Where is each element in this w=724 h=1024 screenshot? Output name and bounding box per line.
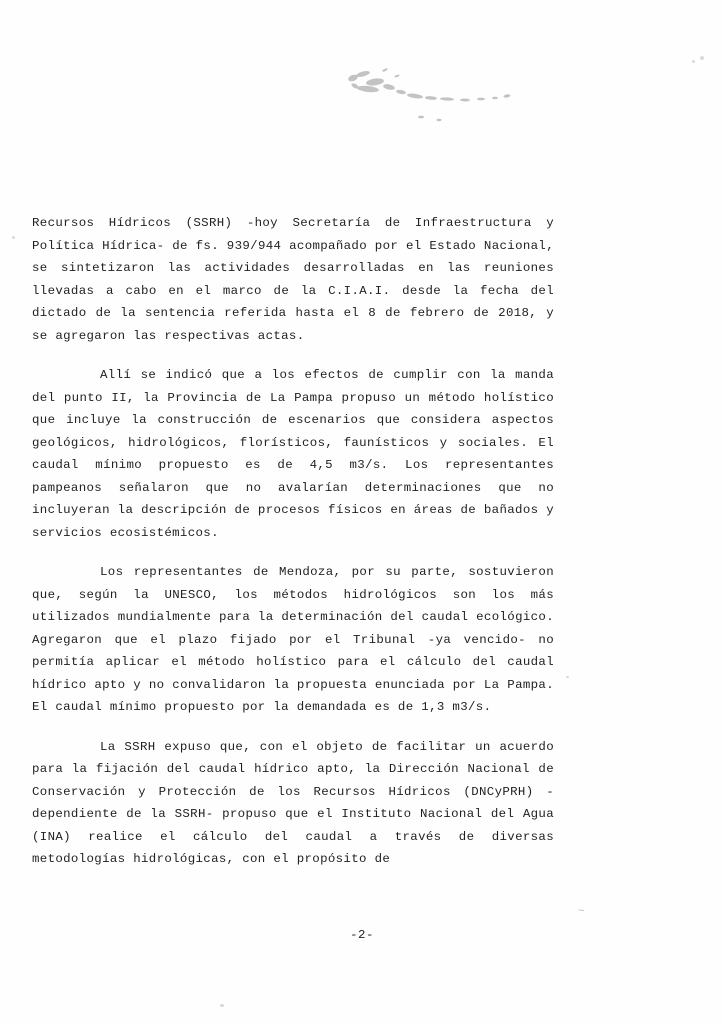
scan-speck (220, 1004, 224, 1007)
scan-speck (692, 60, 695, 63)
document-text-body (32, 212, 554, 888)
paragraph-4: La SSRH expuso que, con el objeto de facilitar un acuerdo para la fijación del caudal hídrico apto, la Dirección Nacional de Conservación y Protección de los Recursos Hídricos (DNCyPRH) -dependiente de la SSRH- propuso que el Instituto Nacional del Agua (INA) realice el cálculo del caudal a través de diversas metodologías hidrológicas, con el propósito de (32, 739, 554, 866)
scan-edge-mark: ~ (578, 906, 585, 918)
paragraph-3: Los representantes de Mendoza, por su parte, sostuvieron que, según la UNESCO, los métodos hidrológicos son los más utilizados mundialmente para la determinación del caudal ecológico. Agregaron que el plazo fijado por el Tribunal -ya vencido- no permitía aplicar el método holístico para el cálculo del caudal hídrico apto y no convalidaron la propuesta enunciada por La Pampa. El caudal mínimo propuesto por la demandada es de 1,3 m3/s. (32, 565, 554, 714)
page-number: -2- (350, 928, 374, 942)
ink-stamp-icon (335, 62, 535, 132)
paragraph-2: Allí se indicó que a los efectos de cumplir con la manda del punto II, la Provincia de La Pampa propuso un método holístico que incluye la construcción de escenarios que considera aspectos geológicos, hidrológicos, florísticos, faunísticos y sociales. El caudal mínimo propuesto es de 4,5 m3/s. Los representantes pampeanos señalaron que no avalarían determinaciones que no incluyeran la descripción de procesos físicos en áreas de bañados y servicios ecosistémicos. (32, 368, 554, 540)
scan-speck (12, 236, 15, 239)
scan-speck (700, 56, 704, 60)
scan-speck (566, 676, 569, 678)
paragraph-1: Recursos Hídricos (SSRH) -hoy Secretaría de Infraestructura y Política Hídrica- de fs. 939/944 acompañado por el Estado Nacional, se sintetizaron las actividades desarrolladas en las reuniones llevadas a cabo en el marco de la C.I.A.I. desde la fecha del dictado de la sentencia referida hasta el 8 de febrero de 2018, y se agregaron las respectivas actas. (32, 216, 554, 343)
